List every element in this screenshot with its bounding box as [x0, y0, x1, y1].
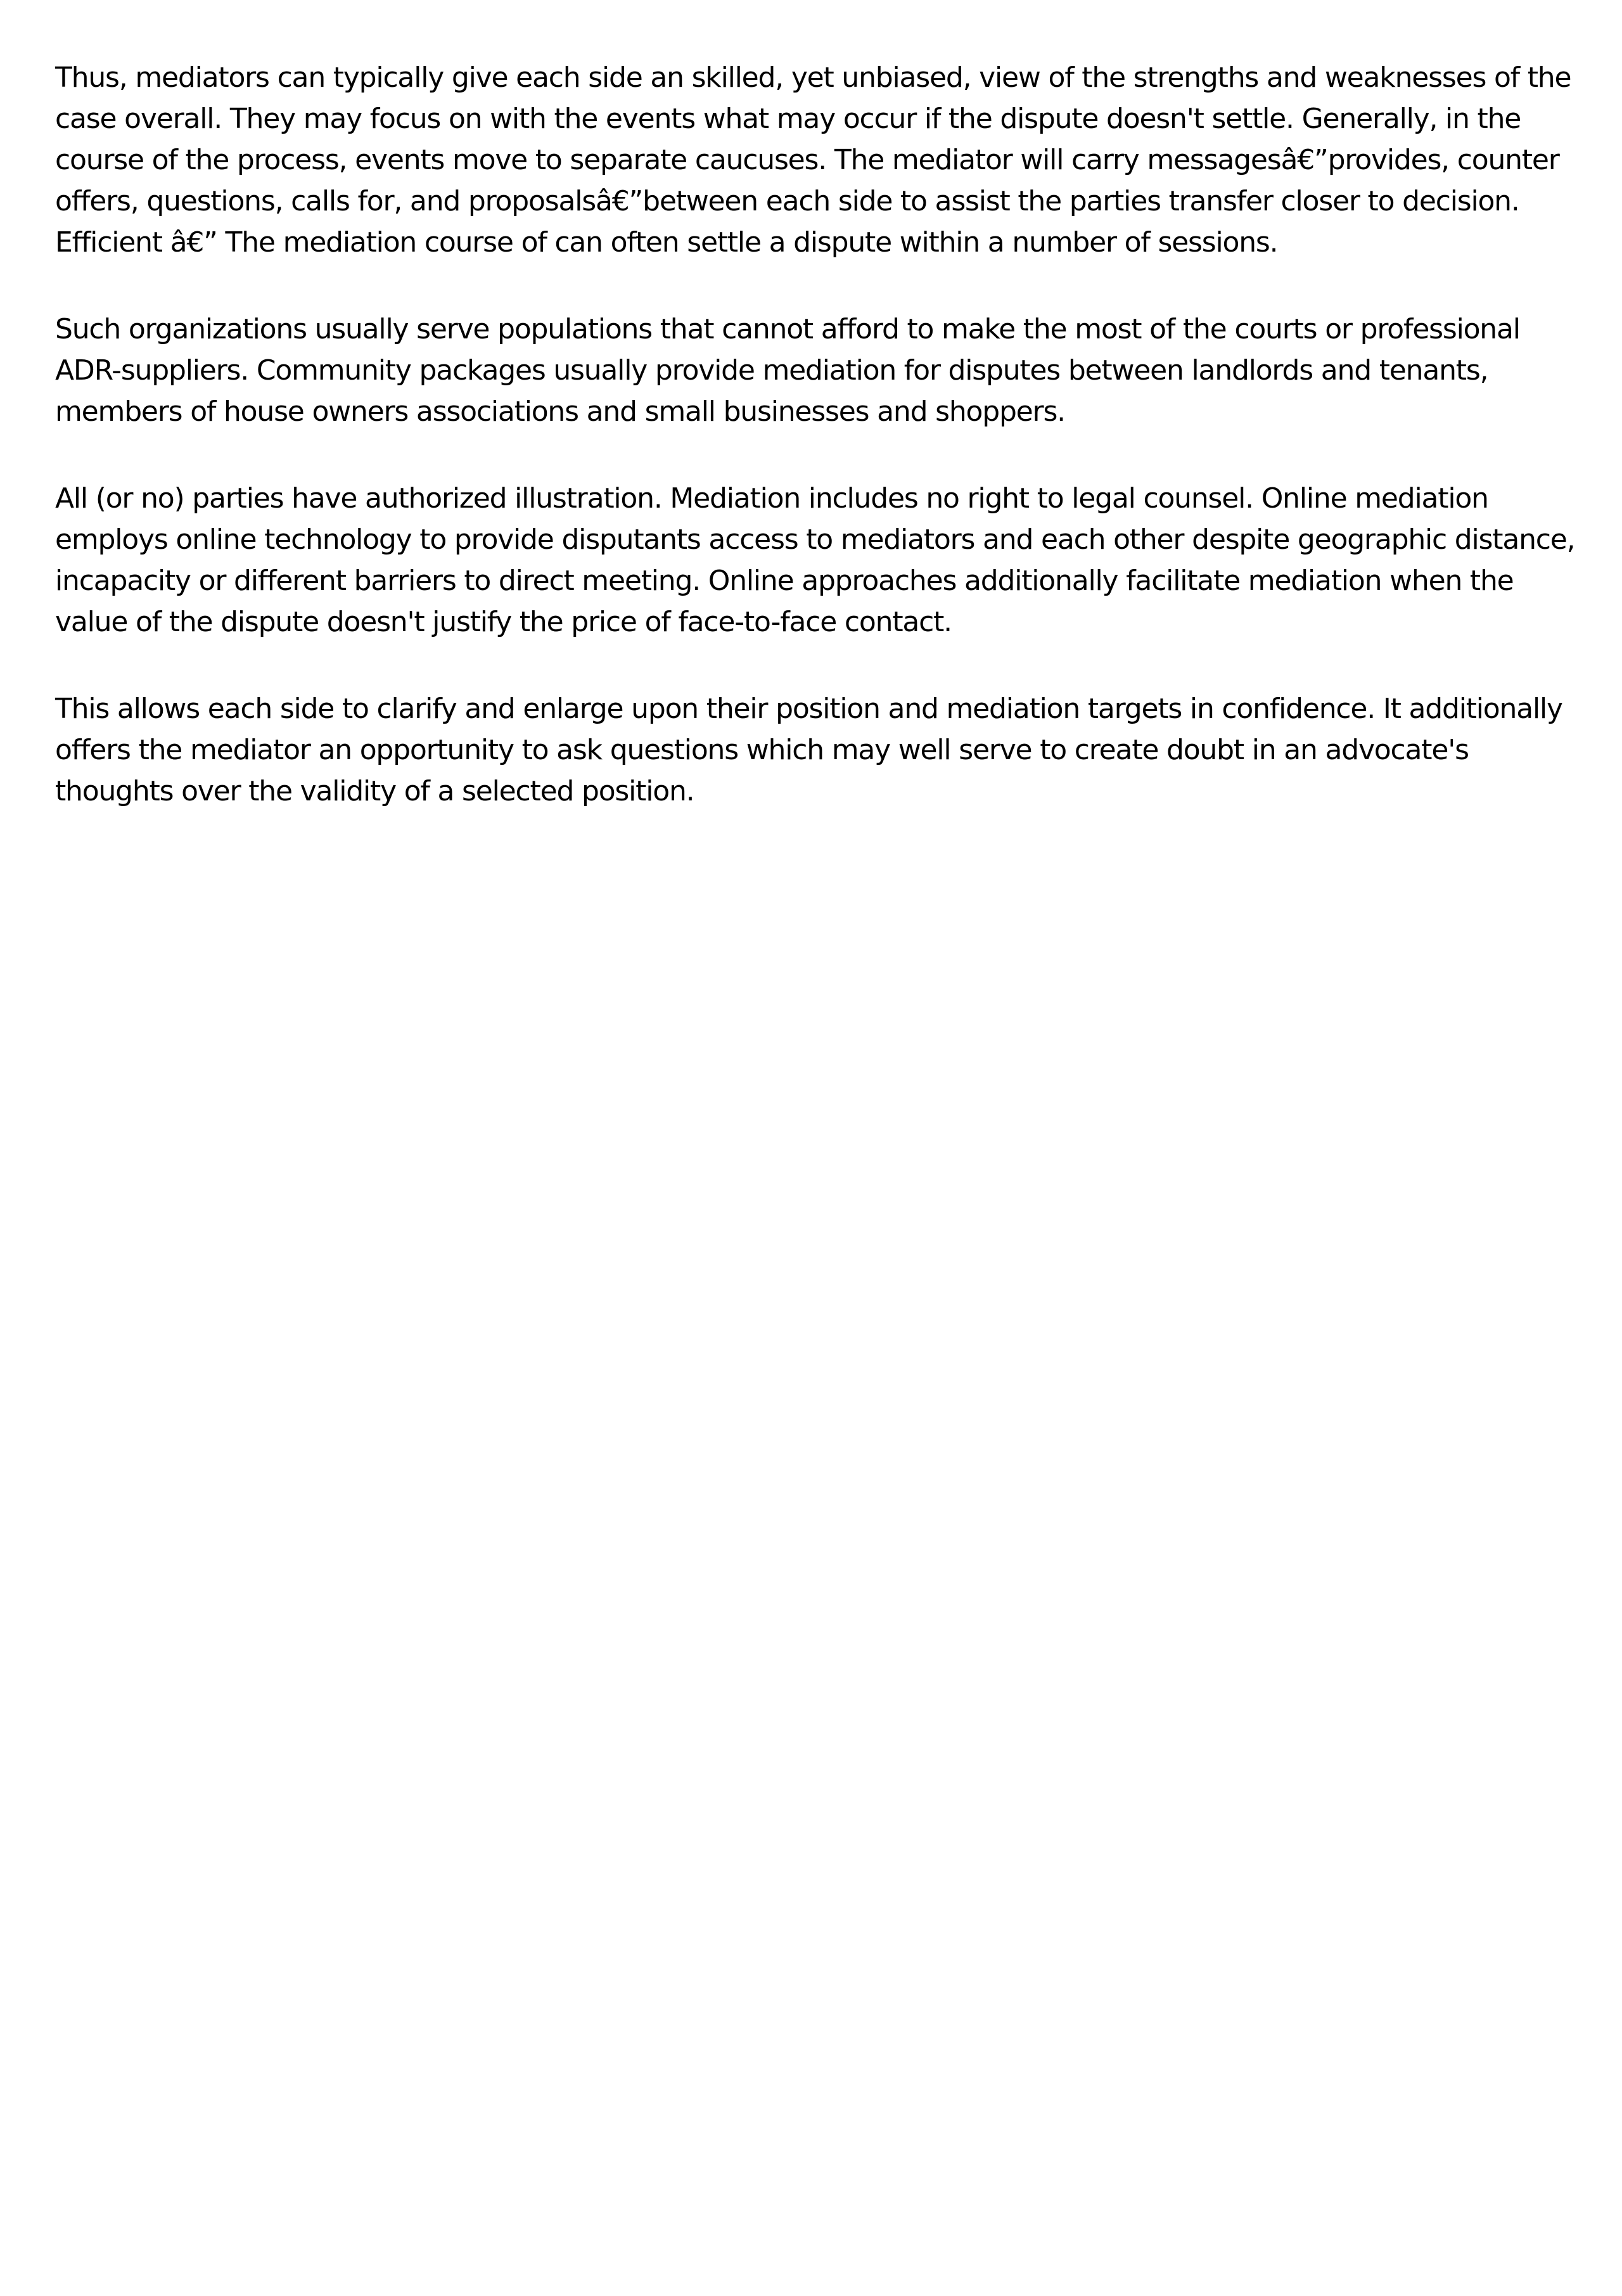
paragraph-line: thoughts over the validity of a selected position. [55, 775, 694, 807]
paragraph-line: Such organizations usually serve populations that cannot afford to make the most of the courts or professional [55, 313, 1520, 345]
paragraph-line: ADR-suppliers. Community packages usually provide mediation for disputes between landlords and tenants, [55, 354, 1488, 387]
document-body [55, 57, 1588, 857]
paragraph-line: offers the mediator an opportunity to ask questions which may well serve to create doubt in an advocate's [55, 734, 1469, 766]
paragraph-line: All (or no) parties have authorized illustration. Mediation includes no right to legal counsel. Online mediation [55, 482, 1488, 515]
paragraph-line: value of the dispute doesn't justify the price of face-to-face contact. [55, 606, 952, 638]
paragraph-line: employs online technology to provide disputants access to mediators and each other despite geographic distance, [55, 523, 1575, 556]
paragraph-2 [55, 309, 1588, 432]
paragraph-line: This allows each side to clarify and enlarge upon their position and mediation targets in confidence. It additionally [55, 693, 1562, 725]
paragraph-3 [55, 478, 1588, 643]
paragraph-line: members of house owners associations and small businesses and shoppers. [55, 395, 1065, 428]
paragraph-line: incapacity or different barriers to direct meeting. Online approaches additionally facilitate mediation when the [55, 565, 1514, 597]
paragraph-line: course of the process, events move to separate caucuses. The mediator will carry messagesâ€”provides, counter [55, 144, 1559, 176]
paragraph-line: Thus, mediators can typically give each side an skilled, yet unbiased, view of the strengths and weaknesses of the [55, 61, 1571, 94]
paragraph-line: offers, questions, calls for, and proposalsâ€”between each side to assist the parties transfer closer to decision. [55, 185, 1519, 217]
paragraph-line: Efficient â€” The mediation course of can often settle a dispute within a number of sessions. [55, 226, 1278, 259]
paragraph-1 [55, 57, 1588, 263]
paragraph-line: case overall. They may focus on with the events what may occur if the dispute doesn't settle. Generally, in the [55, 103, 1521, 135]
paragraph-4 [55, 688, 1588, 812]
